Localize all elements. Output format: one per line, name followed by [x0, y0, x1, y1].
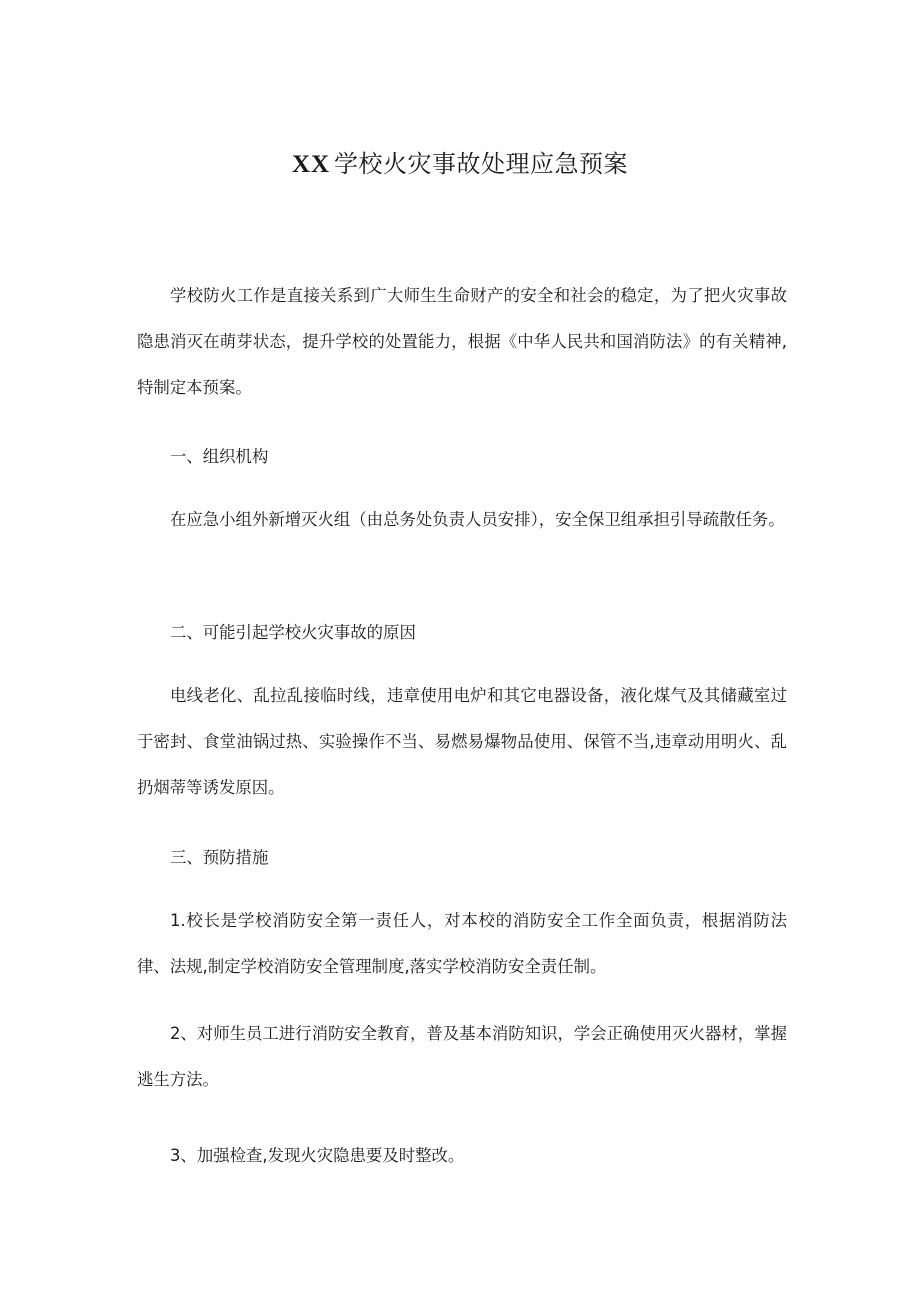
document-title [0, 146, 920, 183]
section-heading-prevention: 三、预防措施 [170, 848, 269, 867]
section-heading-causes: 二、可能引起学校火灾事故的原因 [170, 623, 416, 642]
prevention-item-2: 2、对师生员工进行消防安全教育，普及基本消防知识，学会正确使用灭火器材，掌握逃生方法。 [137, 1024, 787, 1089]
intro-paragraph: 学校防火工作是直接关系到广大师生生命财产的安全和社会的稳定，为了把火灾事故隐患消灭在萌芽状态，提升学校的处置能力，根据《中华人民共和国消防法》的有关精神,特制定本预案。 [137, 286, 787, 397]
section-heading-organization: 一、组织机构 [170, 447, 269, 466]
title-prefix: XX [291, 151, 331, 178]
prevention-item-3: 3、加强检查,发现火灾隐患要及时整改。 [170, 1146, 465, 1165]
title-main: 学校火灾事故处理应急预案 [334, 150, 629, 178]
section-body-causes: 电线老化、乱拉乱接临时线，违章使用电炉和其它电器设备，液化煤气及其储藏室过于密封、食堂油锅过热、实验操作不当、易燃易爆物品使用、保管不当,违章动用明火、乱扔烟蒂等诱发原因。 [137, 686, 787, 797]
prevention-item-1: 1.校长是学校消防安全第一责任人，对本校的消防安全工作全面负责，根据消防法律、法规,制定学校消防安全管理制度,落实学校消防安全责任制。 [137, 911, 787, 976]
section-body-organization: 在应急小组外新增灭火组（由总务处负责人员安排），安全保卫组承担引导疏散任务。 [170, 510, 785, 529]
